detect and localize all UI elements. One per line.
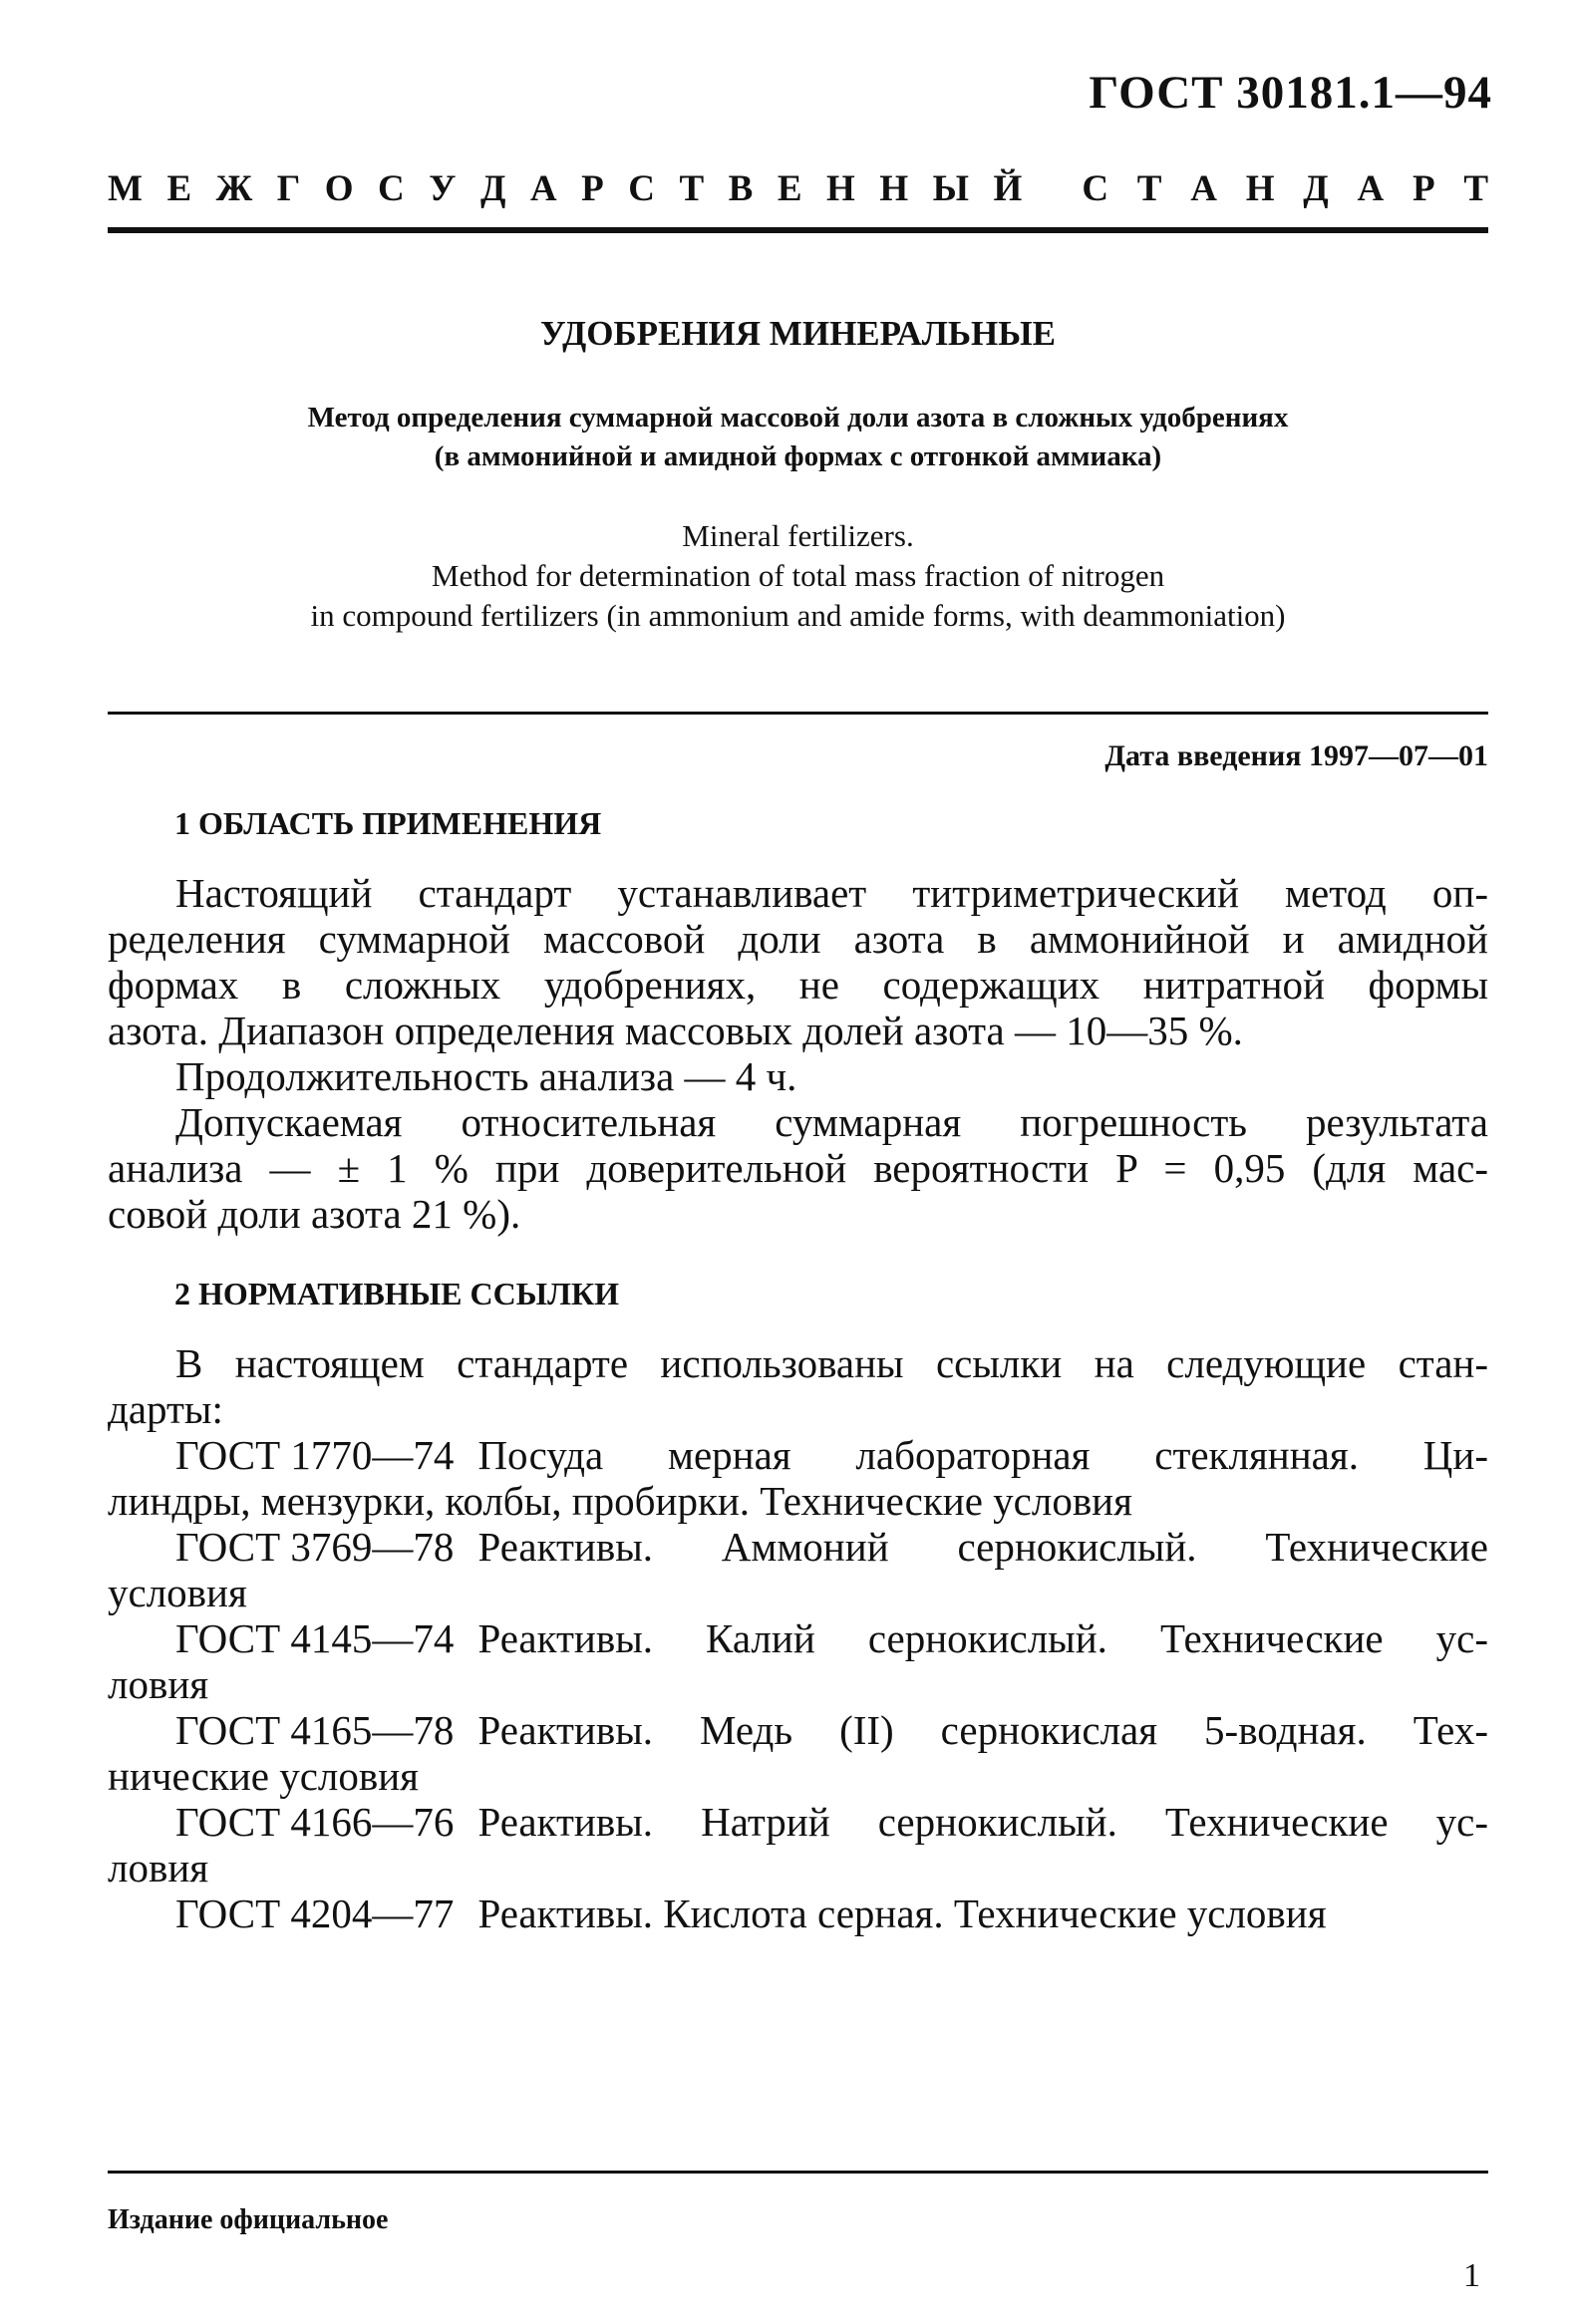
interstate-word-2-letter: Т [1463,168,1488,209]
reference-code: ГОСТ 3769—78 [175,1524,455,1570]
interstate-word-1-letter: Н [879,168,909,209]
interstate-word-1-letter: Д [479,168,506,209]
english-title-line-2: Method for determination of total mass fraction of nitrogen [431,558,1165,593]
interstate-word-1-letter: В [728,168,754,209]
interstate-word-1-letter: Г [276,168,301,209]
introduction-date: Дата введения 1997—07—01 [1104,739,1488,772]
header-rule [108,227,1488,233]
reference-title: Посуда мерная лабораторная стеклянная. Ци- [477,1432,1488,1478]
s1-line-1: Настоящий стандарт устанавливает титриметрический метод оп- [175,870,1488,916]
s1-line-2: ределения суммарной массовой доли азота в аммонийной и амидной [108,916,1488,962]
reference-title: Реактивы. Медь (II) сернокислая 5-водная. Тех- [477,1707,1488,1753]
reference-item [108,1615,1488,1707]
interstate-word-1-letter: Р [581,168,604,209]
interstate-word-1 [108,167,1022,210]
interstate-word-1-letter: Ж [215,168,253,209]
reference-line [108,1799,1488,1845]
english-title-line-3: in compound fertilizers (in ammonium and amide forms, with deammoniation) [310,598,1286,633]
interstate-word-1-letter: Е [777,168,802,209]
reference-title-continuation: ловия [108,1661,209,1707]
reference-item [108,1707,1488,1799]
section-2-body [108,1340,1488,1936]
s1-line-4: азота. Диапазон определения массовых долей азота — 10—35 %. [108,1008,1243,1053]
interstate-word-1-letter: Н [826,168,855,209]
reference-line [108,1890,1488,1936]
interstate-word-2-letter: С [1082,168,1109,209]
reference-code: ГОСТ 4165—78 [175,1707,455,1753]
interstate-word-2-letter: Р [1412,168,1435,209]
reference-code: ГОСТ 4145—74 [175,1615,455,1661]
reference-line [108,1707,1488,1753]
s1-line-3: формах в сложных удобрениях, не содержащих нитратной формы [108,962,1488,1008]
reference-line [108,1615,1488,1661]
interstate-word-1-letter: Ы [932,168,969,209]
interstate-word-1-letter: У [429,168,457,209]
reference-list [108,1432,1488,1936]
interstate-word-1-letter: Т [679,168,705,209]
interstate-word-1-letter: О [324,168,354,209]
subtitle-line-1: Метод определения суммарной массовой доли азота в сложных удобрениях [307,402,1289,434]
reference-title: Реактивы. Кислота серная. Технические условия [477,1890,1327,1936]
english-title-line-1: Mineral fertilizers. [682,518,914,553]
interstate-word-1-letter: С [628,168,655,209]
reference-item [108,1890,1488,1936]
s1-error-line-3: совой доли азота 21 %). [108,1191,521,1237]
document-title: УДОБРЕНИЯ МИНЕРАЛЬНЫЕ [540,314,1056,353]
reference-item [108,1799,1488,1890]
interstate-word-2-letter: А [1190,168,1217,209]
reference-line [108,1524,1488,1570]
section-2-heading: 2 НОРМАТИВНЫЕ ССЫЛКИ [174,1276,620,1311]
interstate-word-1-letter: А [529,168,557,209]
interstate-word-2 [1082,167,1488,210]
reference-code: ГОСТ 4166—76 [175,1799,455,1845]
interstate-word-1-letter: С [378,168,405,209]
official-edition-note: Издание официальное [108,2204,389,2235]
reference-title: Реактивы. Аммоний сернокислый. Технические [477,1524,1488,1570]
s1-duration: Продолжительность анализа — 4 ч. [175,1053,797,1099]
reference-code: ГОСТ 4204—77 [175,1890,455,1936]
reference-title-continuation: нические условия [108,1753,420,1799]
reference-item [108,1432,1488,1524]
interstate-word-2-letter: Н [1245,168,1275,209]
title-rule [108,712,1488,715]
page-number: 1 [1463,2257,1480,2294]
subtitle-line-2: (в аммонийной и амидной формах с отгонкой аммиака) [434,440,1162,472]
english-title [108,516,1488,636]
section-1-body [108,870,1488,1237]
reference-title-continuation: линдры, мензурки, колбы, пробирки. Технические условия [108,1478,1132,1524]
reference-line [108,1432,1488,1478]
interstate-standard-banner [108,167,1488,210]
interstate-word-1-letter: М [108,168,143,209]
reference-title: Реактивы. Калий сернокислый. Технические ус- [477,1615,1488,1661]
s2-intro-line-2: дарты: [108,1386,223,1432]
section-1-heading: 1 ОБЛАСТЬ ПРИМЕНЕНИЯ [174,805,602,841]
reference-title-continuation: условия [108,1570,247,1615]
s1-error-line-2: анализа — ± 1 % при доверительной вероятности P = 0,95 (для мас- [108,1145,1488,1191]
interstate-word-2-letter: А [1357,168,1385,209]
s2-intro-line-1: В настоящем стандарте использованы ссылки на следующие стан- [175,1340,1488,1386]
interstate-word-1-letter: Й [993,168,1023,209]
document-number: ГОСТ 30181.1—94 [1089,67,1492,119]
footer-rule [108,2171,1488,2174]
document-subtitle [108,399,1488,476]
interstate-word-2-letter: Т [1136,168,1162,209]
reference-item [108,1524,1488,1615]
reference-title-continuation: ловия [108,1845,209,1890]
reference-title: Реактивы. Натрий сернокислый. Технические ус- [477,1799,1488,1845]
reference-code: ГОСТ 1770—74 [175,1432,455,1478]
interstate-word-2-letter: Д [1303,168,1329,209]
s1-error-line-1: Допускаемая относительная суммарная погрешность результата [175,1099,1488,1145]
interstate-word-1-letter: Е [166,168,192,209]
